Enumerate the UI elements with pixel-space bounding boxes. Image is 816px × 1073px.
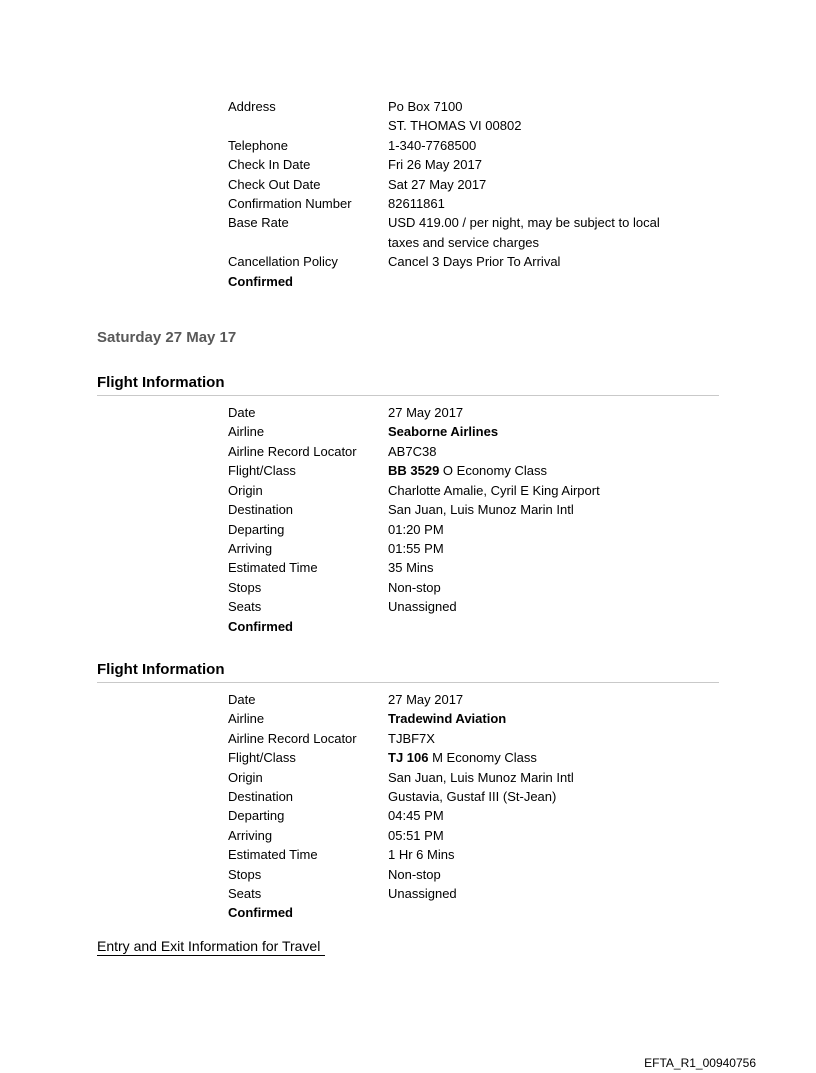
detail-row bbox=[228, 806, 719, 825]
detail-row bbox=[228, 481, 719, 500]
flight-information-heading: Flight Information bbox=[97, 660, 719, 683]
flight-class bbox=[388, 748, 719, 767]
detail-value: Cancel 3 Days Prior To Arrival bbox=[388, 254, 561, 270]
flight-1-details bbox=[228, 403, 719, 636]
flight-2-section bbox=[97, 660, 719, 923]
detail-value: 82611861 bbox=[388, 196, 445, 212]
stops: Non-stop bbox=[388, 866, 441, 882]
detail-row bbox=[228, 617, 719, 636]
detail-label: Cancellation Policy bbox=[228, 254, 338, 270]
base-rate-line-2: taxes and service charges bbox=[388, 234, 540, 250]
destination-airport: Gustavia, Gustaf III (St-Jean) bbox=[388, 788, 557, 804]
base-rate-line-1: USD 419.00 / per night, may be subject to local bbox=[388, 215, 660, 231]
detail-row bbox=[228, 213, 719, 252]
address-line-1: Po Box 7100 bbox=[388, 99, 463, 114]
detail-value: Fri 26 May 2017 bbox=[388, 157, 482, 173]
destination-airport: San Juan, Luis Munoz Marin Intl bbox=[388, 502, 574, 518]
detail-label: Flight/Class bbox=[228, 463, 296, 479]
estimated-time: 35 Mins bbox=[388, 560, 434, 576]
detail-value bbox=[388, 97, 719, 136]
detail-label: Arriving bbox=[228, 540, 273, 556]
airline-name: Tradewind Aviation bbox=[388, 711, 507, 727]
detail-row bbox=[228, 539, 719, 558]
detail-label: Stops bbox=[228, 866, 262, 882]
detail-row bbox=[228, 442, 719, 461]
hotel-details-section bbox=[228, 97, 719, 291]
detail-label: Destination bbox=[228, 502, 294, 518]
detail-row bbox=[228, 748, 719, 767]
entry-exit-information-link[interactable]: Entry and Exit Information for Travel bbox=[97, 937, 325, 956]
detail-row bbox=[228, 865, 719, 884]
seats: Unassigned bbox=[388, 886, 457, 901]
detail-row bbox=[228, 194, 719, 213]
detail-label: Base Rate bbox=[228, 215, 289, 231]
detail-value: 27 May 2017 bbox=[388, 405, 464, 421]
detail-row bbox=[228, 787, 719, 806]
detail-label: Flight/Class bbox=[228, 750, 296, 766]
detail-label: Origin bbox=[228, 482, 263, 498]
flight-class bbox=[388, 461, 719, 480]
detail-row bbox=[228, 500, 719, 519]
detail-label: Destination bbox=[228, 788, 294, 804]
detail-row bbox=[228, 97, 719, 136]
cabin-class: O Economy Class bbox=[439, 463, 547, 479]
status-confirmed: Confirmed bbox=[228, 273, 293, 289]
flight-number: BB 3529 bbox=[388, 463, 440, 479]
departure-time: 01:20 PM bbox=[388, 521, 444, 537]
detail-label: Check Out Date bbox=[228, 176, 321, 192]
detail-value: 1-340-7768500 bbox=[388, 137, 477, 153]
detail-label: Date bbox=[228, 405, 256, 421]
detail-label: Seats bbox=[228, 886, 262, 901]
detail-row bbox=[228, 252, 719, 271]
detail-label: Telephone bbox=[228, 137, 288, 153]
origin-airport: San Juan, Luis Munoz Marin Intl bbox=[388, 769, 574, 785]
cabin-class: M Economy Class bbox=[428, 750, 537, 766]
detail-label: Check In Date bbox=[228, 157, 311, 173]
detail-row bbox=[228, 826, 719, 845]
stops: Non-stop bbox=[388, 579, 441, 595]
detail-value: Sat 27 May 2017 bbox=[388, 176, 487, 192]
detail-row bbox=[228, 709, 719, 728]
detail-row bbox=[228, 155, 719, 174]
detail-label: Stops bbox=[228, 579, 262, 595]
detail-label: Airline Record Locator bbox=[228, 443, 357, 459]
detail-label: Airline Record Locator bbox=[228, 730, 357, 746]
departure-time: 04:45 PM bbox=[388, 808, 444, 824]
flight-2-details bbox=[228, 690, 719, 923]
bates-number: EFTA_R1_00940756 bbox=[644, 1056, 756, 1070]
detail-label: Airline bbox=[228, 424, 265, 440]
detail-label: Estimated Time bbox=[228, 560, 318, 576]
estimated-time: 1 Hr 6 Mins bbox=[388, 847, 455, 863]
origin-airport: Charlotte Amalie, Cyril E King Airport bbox=[388, 482, 600, 498]
detail-row bbox=[228, 136, 719, 155]
detail-label: Departing bbox=[228, 808, 285, 824]
detail-label: Date bbox=[228, 691, 256, 707]
seats: Unassigned bbox=[388, 599, 457, 615]
detail-row bbox=[228, 461, 719, 480]
record-locator: TJBF7X bbox=[388, 730, 435, 746]
status-confirmed: Confirmed bbox=[228, 618, 293, 634]
detail-row bbox=[228, 403, 719, 422]
detail-value bbox=[388, 213, 719, 252]
detail-row bbox=[228, 884, 719, 903]
detail-label: Origin bbox=[228, 769, 263, 785]
detail-label: Estimated Time bbox=[228, 847, 318, 863]
detail-row bbox=[228, 175, 719, 194]
day-heading: Saturday 27 May 17 bbox=[97, 329, 237, 347]
detail-label: Confirmation Number bbox=[228, 196, 352, 212]
flight-number: TJ 106 bbox=[388, 750, 429, 766]
address-line-2: ST. THOMAS VI 00802 bbox=[388, 118, 522, 134]
detail-row bbox=[228, 690, 719, 709]
detail-row bbox=[228, 768, 719, 787]
detail-row bbox=[228, 272, 719, 291]
detail-value: 27 May 2017 bbox=[388, 691, 464, 707]
detail-row bbox=[228, 729, 719, 748]
status-confirmed: Confirmed bbox=[228, 905, 293, 921]
arrival-time: 05:51 PM bbox=[388, 827, 444, 843]
detail-label: Arriving bbox=[228, 827, 273, 843]
detail-row bbox=[228, 578, 719, 597]
airline-name: Seaborne Airlines bbox=[388, 424, 499, 440]
detail-row bbox=[228, 845, 719, 864]
record-locator: AB7C38 bbox=[388, 443, 437, 459]
detail-row bbox=[228, 558, 719, 577]
detail-label: Address bbox=[228, 99, 276, 114]
detail-row bbox=[228, 903, 719, 922]
detail-row bbox=[228, 422, 719, 441]
flight-1-section bbox=[97, 373, 719, 636]
detail-row bbox=[228, 597, 719, 616]
detail-label: Seats bbox=[228, 599, 262, 615]
arrival-time: 01:55 PM bbox=[388, 540, 444, 556]
detail-label: Departing bbox=[228, 521, 285, 537]
detail-row bbox=[228, 520, 719, 539]
detail-label: Airline bbox=[228, 711, 265, 727]
flight-information-heading: Flight Information bbox=[97, 373, 719, 396]
